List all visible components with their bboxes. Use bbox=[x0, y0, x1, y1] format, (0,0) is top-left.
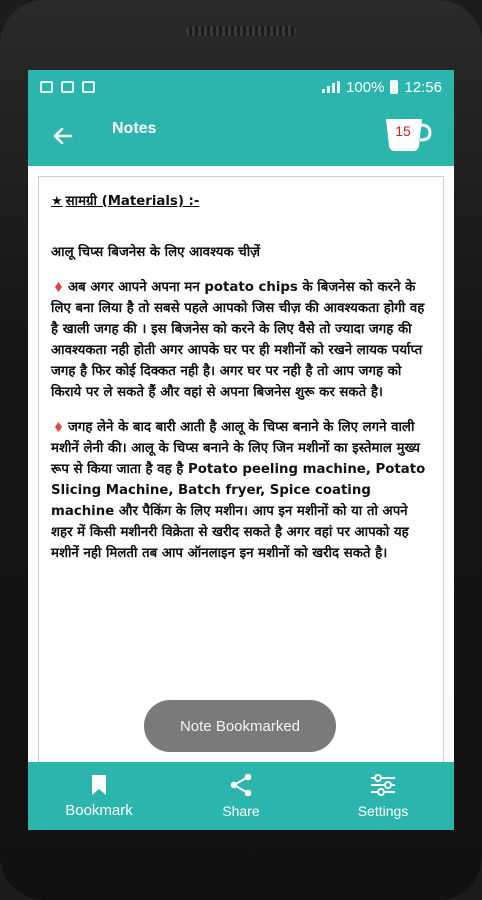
note-subheading: आलू चिप्स बिजनेस के लिए आवश्यक चीज़ें bbox=[51, 245, 261, 260]
signal-icon bbox=[322, 81, 340, 93]
paragraph-2 bbox=[51, 417, 431, 564]
page-title: Notes bbox=[112, 120, 157, 137]
materials-heading bbox=[51, 191, 431, 212]
image-icon bbox=[40, 81, 53, 93]
bottom-navigation bbox=[28, 762, 454, 830]
notification-icons bbox=[40, 81, 95, 93]
heading-text: सामग्री (Materials) :- bbox=[65, 194, 200, 209]
settings-label: Settings bbox=[357, 803, 409, 819]
diamond-bullet-icon bbox=[55, 422, 62, 432]
bookmark-tab[interactable] bbox=[44, 762, 154, 830]
bookmark-label: Bookmark bbox=[65, 801, 133, 819]
phone-speaker bbox=[186, 26, 296, 36]
app-bar bbox=[28, 104, 454, 166]
download-icon bbox=[82, 81, 95, 93]
arrow-left-icon bbox=[51, 125, 73, 147]
share-tab[interactable] bbox=[186, 762, 296, 830]
paragraph-1-text: अब अगर आपने अपना मन potato chips के बिजनेस को करने के लिए बना लिया है तो सबसे पहले आपको जिस चीज़ की आवश्यकता होगी वह है खाली जगह की । इस बिजनेस को करने के लिए वैसे तो ज्यादा जगह की आवश्यकता नही होती अगर आपके घर पर ही मशीनों को रखने लायक पर्याप्त जगह है फिर कोई दिक्कत नही है। अगर घर पर नही है तो आप जगह को किराये पर ले सकते हैं और वहां से अपना बिजनेस शुरू कर सकते है। bbox=[51, 280, 425, 400]
status-time: 12:56 bbox=[404, 78, 442, 96]
star-icon: ★ bbox=[51, 194, 63, 209]
battery-icon bbox=[390, 80, 398, 94]
paragraph-1 bbox=[51, 277, 431, 403]
status-bar bbox=[28, 70, 454, 104]
battery-percent: 100% bbox=[346, 78, 385, 96]
sliders-icon bbox=[369, 773, 397, 797]
paragraph-2-text: जगह लेने के बाद बारी आती है आलू के चिप्स बनाने के लिए लगने वाली मशीनें लेनी की। आलू के चिप्स बनाने के लिए जिन मशीनों का इस्तेमाल मुख्य रूप से किया जाता है वह है Potato peeling machine, Potato Slicing Machine, Batch fryer, Spice coating machine और पैकिंग के लिए मशीन। आप इन मशीनों को या तो अपने शहर में किसी मशीनरी विक्रेता से खरीद सकते है अगर वहां पर आपको यह मशीनें नही मिलती तब आप ऑनलाइन इन मशीनों को खरीद सकते है। bbox=[51, 420, 426, 561]
settings-tab[interactable] bbox=[328, 762, 438, 830]
status-right bbox=[322, 79, 442, 96]
note-card bbox=[38, 176, 444, 766]
counter-value: 15 bbox=[395, 123, 411, 139]
toast-message: Note Bookmarked bbox=[144, 700, 336, 752]
diamond-bullet-icon bbox=[55, 282, 62, 292]
back-button[interactable] bbox=[44, 118, 80, 154]
bookmark-icon bbox=[91, 774, 107, 796]
counter-button[interactable] bbox=[384, 116, 432, 154]
flipboard-icon bbox=[61, 81, 74, 93]
share-label: Share bbox=[222, 803, 260, 819]
share-icon bbox=[229, 773, 253, 797]
note-text bbox=[51, 191, 431, 578]
app-screen bbox=[28, 70, 454, 830]
